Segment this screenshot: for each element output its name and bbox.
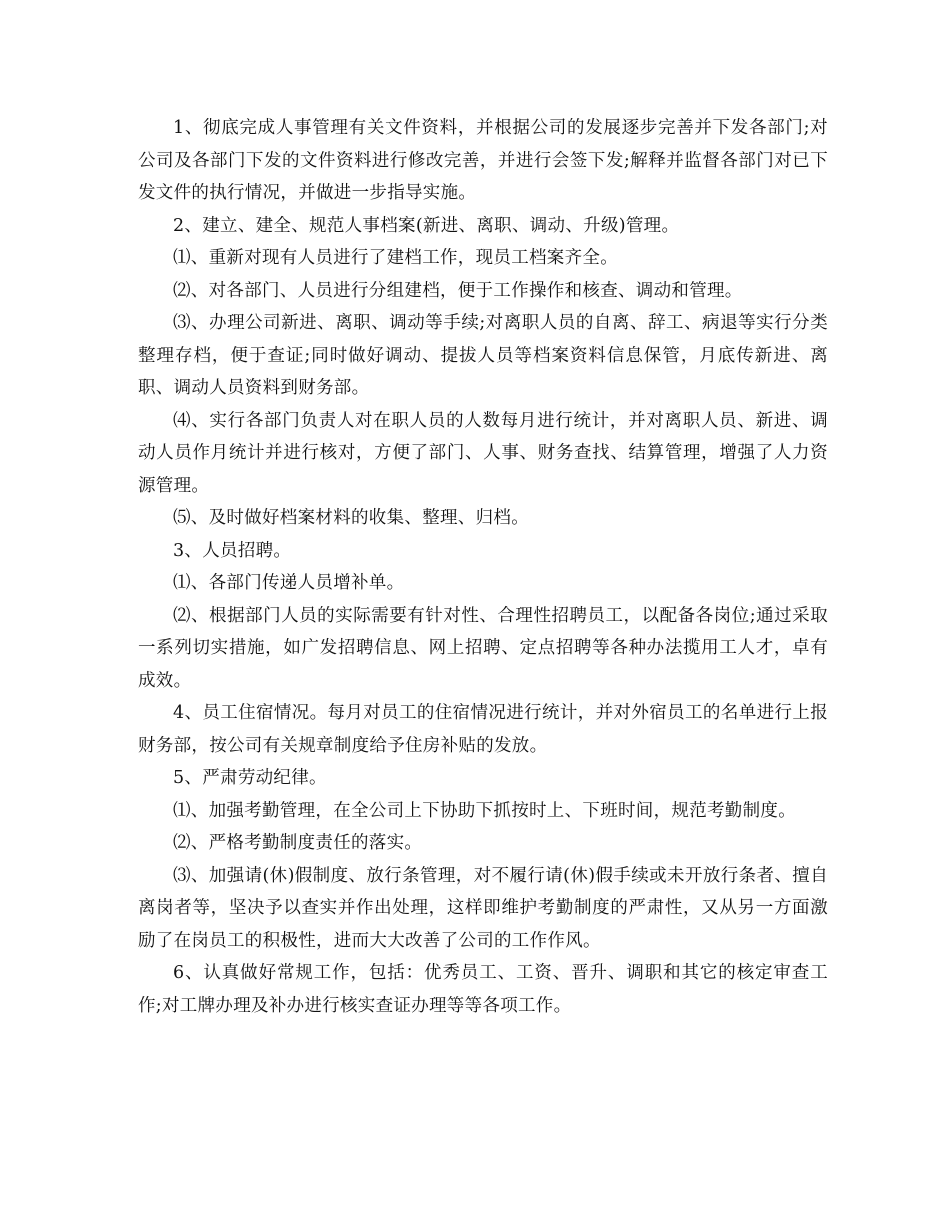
paragraph-13: ⑴、加强考勤管理，在全公司上下协助下抓按时上、下班时间，规范考勤制度。: [173, 800, 796, 821]
paragraph-7: ⑸、及时做好档案材料的收集、整理、归档。: [173, 508, 529, 528]
paragraph-14: ⑵、严格考勤制度责任的落实。: [173, 833, 423, 853]
paragraph-8: 3、人员招聘。: [173, 540, 292, 561]
paragraph-12: 5、严肃劳动纪律。: [173, 768, 327, 788]
paragraph-3: ⑴、重新对现有人员进行了建档工作，现员工档案齐全。: [173, 248, 618, 268]
paragraph-15: ⑶、加强请(休)假制度、放行条管理，对不履行请(休)假手续或未开放行条者、擅自离岗者等，坚决予以查实并作出处理，这样即维护考勤制度的严肃性，又从另一方面激励了在岗员工的积极性，进而大大改善了公司的工作作风。: [138, 865, 828, 951]
paragraph-10: ⑵、根据部门人员的实际需要有针对性、合理性招聘员工，以配备各岗位;通过采取一系列切实措施，如广发招聘信息、网上招聘、定点招聘等各种办法揽用工人才，卓有成效。: [138, 605, 828, 691]
paragraph-5: ⑶、办理公司新进、离职、调动等手续;对离职人员的自离、辞工、病退等实行分类整理存档，便于查证;同时做好调动、提拔人员等档案资料信息保管，月底传新进、离职、调动人员资料到财务部。: [138, 313, 828, 398]
paragraph-9: ⑴、各部门传递人员增补单。: [173, 573, 405, 593]
paragraph-4: ⑵、对各部门、人员进行分组建档，便于工作操作和核查、调动和管理。: [173, 280, 743, 301]
paragraph-16: 6、认真做好常规工作，包括：优秀员工、工资、晋升、调职和其它的核定审查工作;对工牌办理及补办进行核实查证办理等等各项工作。: [138, 963, 828, 1016]
document-body: [138, 112, 828, 1022]
paragraph-6: ⑷、实行各部门负责人对在职人员的人数每月进行统计，并对离职人员、新进、调动人员作月统计并进行核对，方便了部门、人事、财务查找、结算管理，增强了人力资源管理。: [138, 410, 828, 496]
paragraph-1: 1、彻底完成人事管理有关文件资料，并根据公司的发展逐步完善并下发各部门;对公司及各部门下发的文件资料进行修改完善，并进行会签下发;解释并监督各部门对已下发文件的执行情况，并做进一步指导实施。: [138, 118, 828, 203]
paragraph-2: 2、建立、建全、规范人事档案(新进、离职、调动、升级)管理。: [173, 215, 680, 236]
paragraph-11: 4、员工住宿情况。每月对员工的住宿情况进行统计，并对外宿员工的名单进行上报财务部，按公司有关规章制度给予住房补贴的发放。: [138, 703, 828, 756]
